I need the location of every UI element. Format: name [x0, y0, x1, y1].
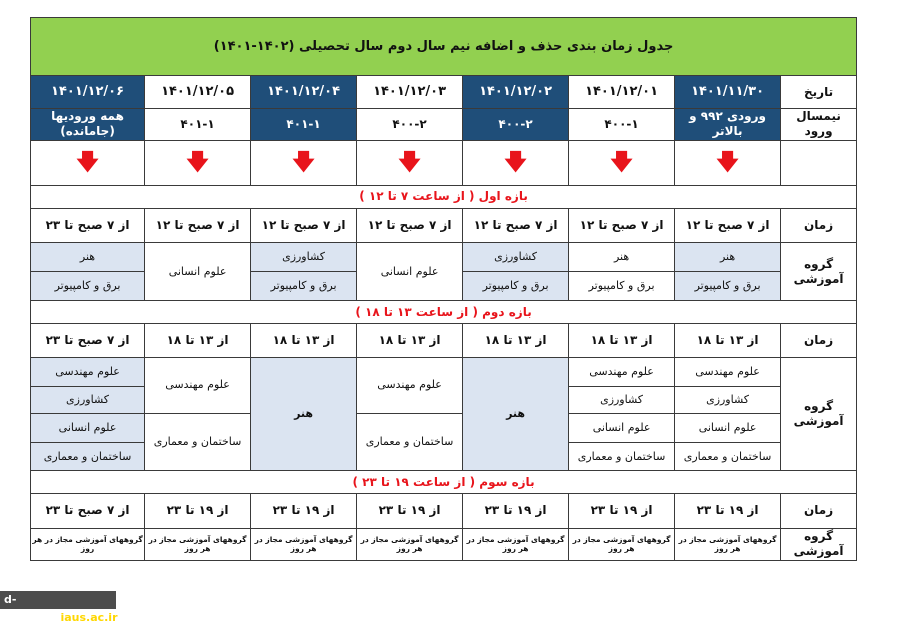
group-cell: علوم انسانی: [145, 243, 251, 301]
group-label: گروه آموزشی: [781, 243, 857, 301]
group-cell: گروههای آموزشی مجاز در هر روز: [357, 528, 463, 560]
down-arrow-icon: 🡇: [463, 140, 569, 185]
date-cell: ۱۴۰۱/۱۲/۰۵: [145, 76, 251, 108]
time-cell: از ۱۳ تا ۱۸: [357, 324, 463, 357]
group-cell: علوم مهندسی: [675, 357, 781, 386]
group-cell: کشاورزی: [251, 243, 357, 272]
term-cell: ۴۰۰-۲: [357, 108, 463, 140]
group-cell: گروههای آموزشی مجاز در هر روز: [569, 528, 675, 560]
group-cell: هنر: [675, 243, 781, 272]
time-cell: از ۱۳ تا ۱۸: [145, 324, 251, 357]
group-label: گروه آموزشی: [781, 528, 857, 560]
watermark-prefix: d-zahedan.: [4, 593, 61, 624]
group-cell: هنر: [251, 357, 357, 471]
down-arrow-icon: 🡇: [569, 140, 675, 185]
term-cell: ۴۰۰-۱: [569, 108, 675, 140]
term-label: نیمسال ورود: [781, 108, 857, 140]
time-cell: از ۱۹ تا ۲۳: [251, 494, 357, 528]
time-cell: از ۱۳ تا ۱۸: [569, 324, 675, 357]
window-3-title: بازه سوم ( از ساعت ۱۹ تا ۲۳ ): [31, 471, 857, 494]
schedule-table: [30, 17, 857, 561]
time-cell: از ۱۳ تا ۱۸: [463, 324, 569, 357]
term-cell: ۴۰۱-۱: [251, 108, 357, 140]
term-cell: همه ورودیها (جامانده): [31, 108, 145, 140]
group-cell: گروههای آموزشی مجاز در هر روز: [145, 528, 251, 560]
group-cell: ساختمان و معماری: [357, 413, 463, 470]
group-cell: علوم انسانی: [31, 413, 145, 442]
group-cell: هنر: [31, 243, 145, 272]
group-cell: برق و کامپیوتر: [251, 272, 357, 301]
time-cell: از ۷ صبح تا ۱۲: [463, 208, 569, 242]
group-cell: علوم انسانی: [675, 413, 781, 442]
time-label: زمان: [781, 324, 857, 357]
group-cell: گروههای آموزشی مجاز در هر روز: [463, 528, 569, 560]
down-arrow-icon: 🡇: [675, 140, 781, 185]
date-cell: ۱۴۰۱/۱۲/۰۱: [569, 76, 675, 108]
group-cell: برق و کامپیوتر: [31, 272, 145, 301]
table-title: جدول زمان بندی حذف و اضافه نیم سال دوم سال تحصیلی (۱۴۰۲-۱۴۰۱): [31, 18, 857, 76]
time-cell: از ۱۹ تا ۲۳: [357, 494, 463, 528]
window-1-title: بازه اول ( از ساعت ۷ تا ۱۲ ): [31, 185, 857, 208]
time-cell: از ۷ صبح تا ۲۳: [31, 494, 145, 528]
site-watermark: [0, 591, 118, 624]
down-arrow-icon: 🡇: [145, 140, 251, 185]
group-cell: علوم انسانی: [357, 243, 463, 301]
group-cell: برق و کامپیوتر: [463, 272, 569, 301]
group-cell: گروههای آموزشی مجاز در هر روز: [251, 528, 357, 560]
group-cell: ساختمان و معماری: [569, 443, 675, 471]
group-cell: گروههای آموزشی مجاز در هر روز: [31, 528, 145, 560]
time-cell: از ۱۹ تا ۲۳: [463, 494, 569, 528]
time-cell: از ۱۳ تا ۱۸: [675, 324, 781, 357]
date-cell: ۱۴۰۱/۱۲/۰۴: [251, 76, 357, 108]
time-label: زمان: [781, 494, 857, 528]
window-2-title: بازه دوم ( از ساعت ۱۳ تا ۱۸ ): [31, 301, 857, 324]
group-label: گروه آموزشی: [781, 357, 857, 471]
group-cell: ساختمان و معماری: [145, 413, 251, 470]
time-cell: از ۷ صبح تا ۱۲: [357, 208, 463, 242]
group-cell: هنر: [463, 357, 569, 471]
date-cell: ۱۴۰۱/۱۲/۰۲: [463, 76, 569, 108]
time-cell: از ۷ صبح تا ۲۳: [31, 324, 145, 357]
group-cell: هنر: [569, 243, 675, 272]
date-label: تاریخ: [781, 76, 857, 108]
group-cell: برق و کامپیوتر: [569, 272, 675, 301]
time-cell: از ۷ صبح تا ۱۲: [675, 208, 781, 242]
time-cell: از ۷ صبح تا ۲۳: [31, 208, 145, 242]
group-cell: علوم انسانی: [569, 413, 675, 442]
group-cell: کشاورزی: [463, 243, 569, 272]
group-cell: علوم مهندسی: [145, 357, 251, 413]
group-cell: ساختمان و معماری: [675, 443, 781, 471]
date-cell: ۱۴۰۱/۱۲/۰۶: [31, 76, 145, 108]
time-cell: از ۱۳ تا ۱۸: [251, 324, 357, 357]
group-cell: علوم مهندسی: [569, 357, 675, 386]
time-cell: از ۷ صبح تا ۱۲: [251, 208, 357, 242]
time-cell: از ۱۹ تا ۲۳: [675, 494, 781, 528]
term-cell: ۴۰۰-۲: [463, 108, 569, 140]
watermark-domain: iaus.ac.ir: [60, 611, 118, 624]
group-cell: کشاورزی: [569, 386, 675, 413]
time-cell: از ۱۹ تا ۲۳: [145, 494, 251, 528]
term-cell: ورودی ۹۹۲ و بالاتر: [675, 108, 781, 140]
date-cell: ۱۴۰۱/۱۱/۳۰: [675, 76, 781, 108]
term-cell: ۴۰۱-۱: [145, 108, 251, 140]
down-arrow-icon: 🡇: [31, 140, 145, 185]
down-arrow-icon: 🡇: [357, 140, 463, 185]
group-cell: گروههای آموزشی مجاز در هر روز: [675, 528, 781, 560]
time-cell: از ۷ صبح تا ۱۲: [569, 208, 675, 242]
group-cell: علوم مهندسی: [31, 357, 145, 386]
down-arrow-icon: 🡇: [251, 140, 357, 185]
group-cell: ساختمان و معماری: [31, 443, 145, 471]
group-cell: کشاورزی: [675, 386, 781, 413]
date-cell: ۱۴۰۱/۱۲/۰۳: [357, 76, 463, 108]
time-cell: از ۱۹ تا ۲۳: [569, 494, 675, 528]
time-label: زمان: [781, 208, 857, 242]
arrow-spacer: [781, 140, 857, 185]
group-cell: علوم مهندسی: [357, 357, 463, 413]
group-cell: کشاورزی: [31, 386, 145, 413]
time-cell: از ۷ صبح تا ۱۲: [145, 208, 251, 242]
group-cell: برق و کامپیوتر: [675, 272, 781, 301]
